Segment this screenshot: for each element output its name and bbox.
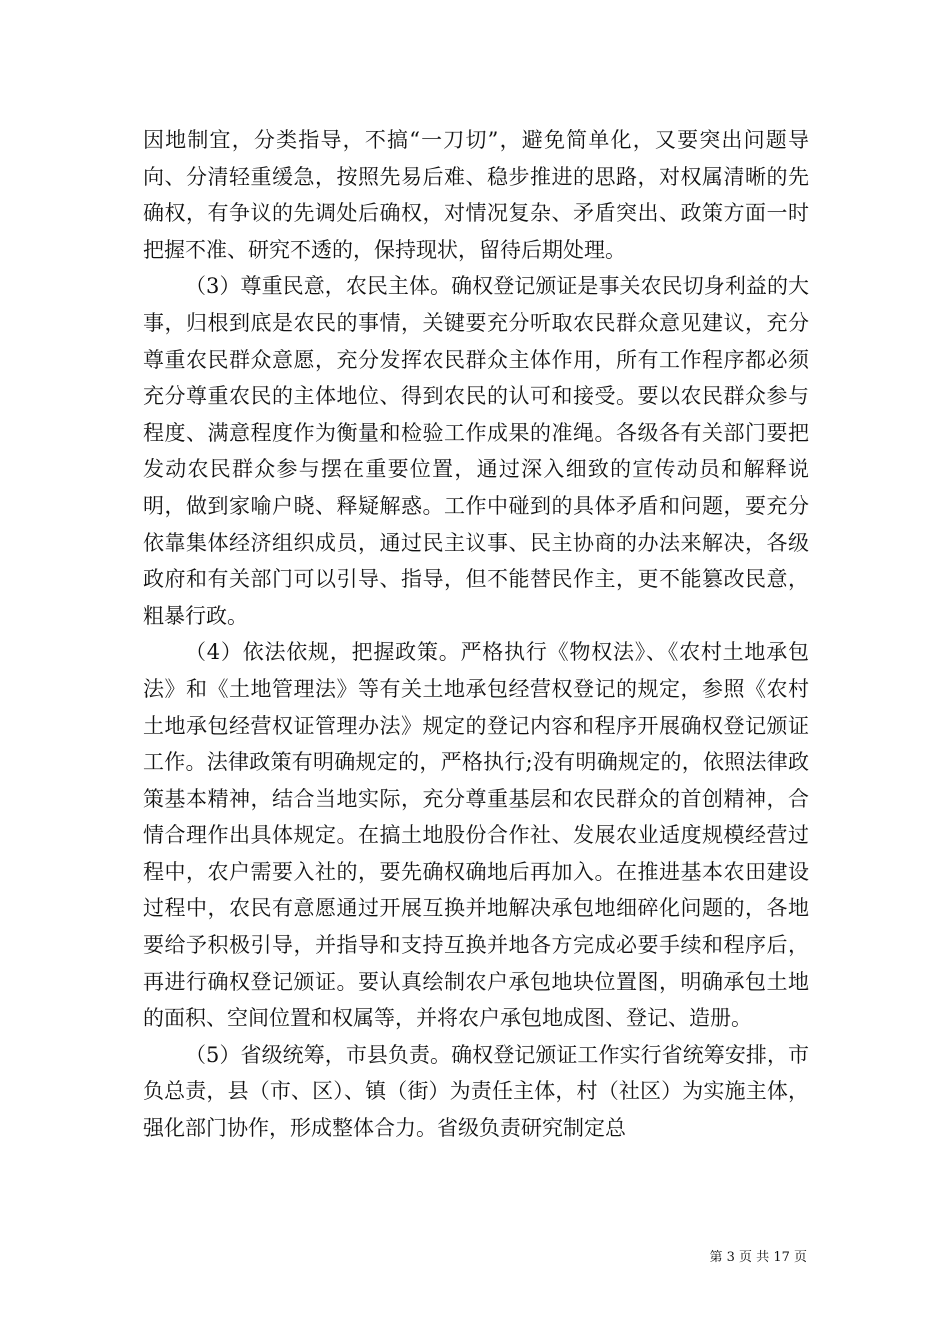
paragraph-follow-law: （4）依法依规，把握政策。严格执行《物权法》、《农村土地承包法》和《土地管理法》等有关土地承包经营权登记的规定，参照《农村土地承包经营权证管理办法》规定的登记内容和程序开展确权登记颁证工作。法律政策有明确规定的，严格执行;没有明确规定的，依照法律政策基本精神，结合当地实际，充分尊重基层和农民群众的首创精神，合情合理作出具体规定。在搞土地股份合作社、发展农业适度规模经营过程中，农户需要入社的，要先确权确地后再加入。在推进基本农田建设过程中，农民有意愿通过开展互换并地解决承包地细碎化问题的，各地要给予积极引导，并指导和支持互换并地各方完成必要手续和程序后，再进行确权登记颁证。要认真绘制农户承包地块位置图，明确承包土地的面积、空间位置和权属等，并将农户承包地成图、登记、造册。 bbox=[143, 640, 809, 1031]
paragraph-continuation: 因地制宜，分类指导，不搞“一刀切”，避免简单化，又要突出问题导向、分清轻重缓急，按照先易后难、稳步推进的思路，对权属清晰的先确权，有争议的先调处后确权，对情况复杂、矛盾突出、政策方面一时把握不准、研究不透的，保持现状，留待后期处理。 bbox=[143, 128, 809, 262]
document-body bbox=[143, 122, 809, 1147]
paragraph-provincial-coordination: （5）省级统筹，市县负责。确权登记颁证工作实行省统筹安排，市负总责，县（市、区）、镇（街）为责任主体，村（社区）为实施主体，强化部门协作，形成整体合力。省级负责研究制定总 bbox=[143, 1042, 809, 1141]
paragraph-respect-public-will: （3）尊重民意，农民主体。确权登记颁证是事关农民切身利益的大事，归根到底是农民的事情，关键要充分听取农民群众意见建议，充分尊重农民群众意愿，充分发挥农民群众主体作用，所有工作程序都必须充分尊重农民的主体地位、得到农民的认可和接受。要以农民群众参与程度、满意程度作为衡量和检验工作成果的准绳。各级各有关部门要把发动农民群众参与摆在重要位置，通过深入细致的宣传动员和解释说明，做到家喻户晓、释疑解惑。工作中碰到的具体矛盾和问题，要充分依靠集体经济组织成员，通过民主议事、民主协商的办法来解决，各级政府和有关部门可以引导、指导，但不能替民作主，更不能篡改民意，粗暴行政。 bbox=[143, 274, 809, 628]
page-number-footer: 第 3 页 共 17 页 bbox=[709, 1250, 807, 1265]
